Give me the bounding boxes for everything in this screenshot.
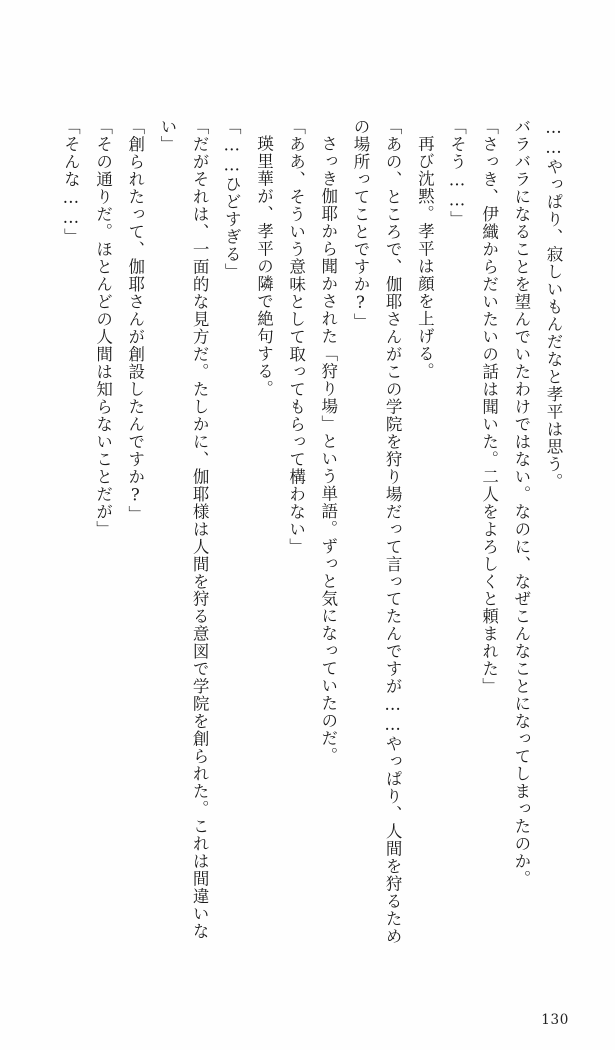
- paragraph: 「だがそれは、一面的な見方だ。たしかに、伽耶様は人間を狩る意図で学院を創られた。これは間違いない」: [157, 118, 210, 941]
- paragraph: 「その通りだ。ほとんどの人間は知らないことだが」: [93, 118, 113, 538]
- paragraph: 「さっき、伊織からだいたいの話は聞いた。二人をよろしくと頼まれた」: [479, 118, 499, 696]
- paragraph: 「そう……」: [447, 118, 467, 228]
- paragraph: 「そんな……」: [61, 118, 81, 246]
- page-text-body: [46, 118, 569, 958]
- paragraph: 瑛里華が、孝平の隣で絶句する。: [254, 134, 274, 397]
- paragraph: バラバラになることを望んでいたわけではない。なのに、なぜこんなことになってしまったのか。: [511, 118, 531, 888]
- paragraph: ……やっぱり、寂しいもんだなと孝平は思う。: [544, 118, 563, 491]
- paragraph: 「創られたって、伽耶さんが創設したんですか?」: [125, 118, 145, 523]
- paragraph: 「……ひどすぎる」: [222, 118, 242, 281]
- paragraph: 再び沈黙。孝平は顔を上げる。: [415, 134, 435, 380]
- paragraph: 「ああ、そういう意味として取ってもらって構わない」: [286, 118, 306, 556]
- paragraph: 「あの、ところで、伽耶さんがこの学院を狩り場だって言ってたんですが……やっぱり、人間を狩るための場所ってことですか?」: [350, 118, 403, 946]
- paragraph: さっき伽耶から聞かされた「狩り場」という単語。ずっと気になっていたのだ。: [318, 134, 338, 765]
- page-number: 130: [541, 1012, 569, 1028]
